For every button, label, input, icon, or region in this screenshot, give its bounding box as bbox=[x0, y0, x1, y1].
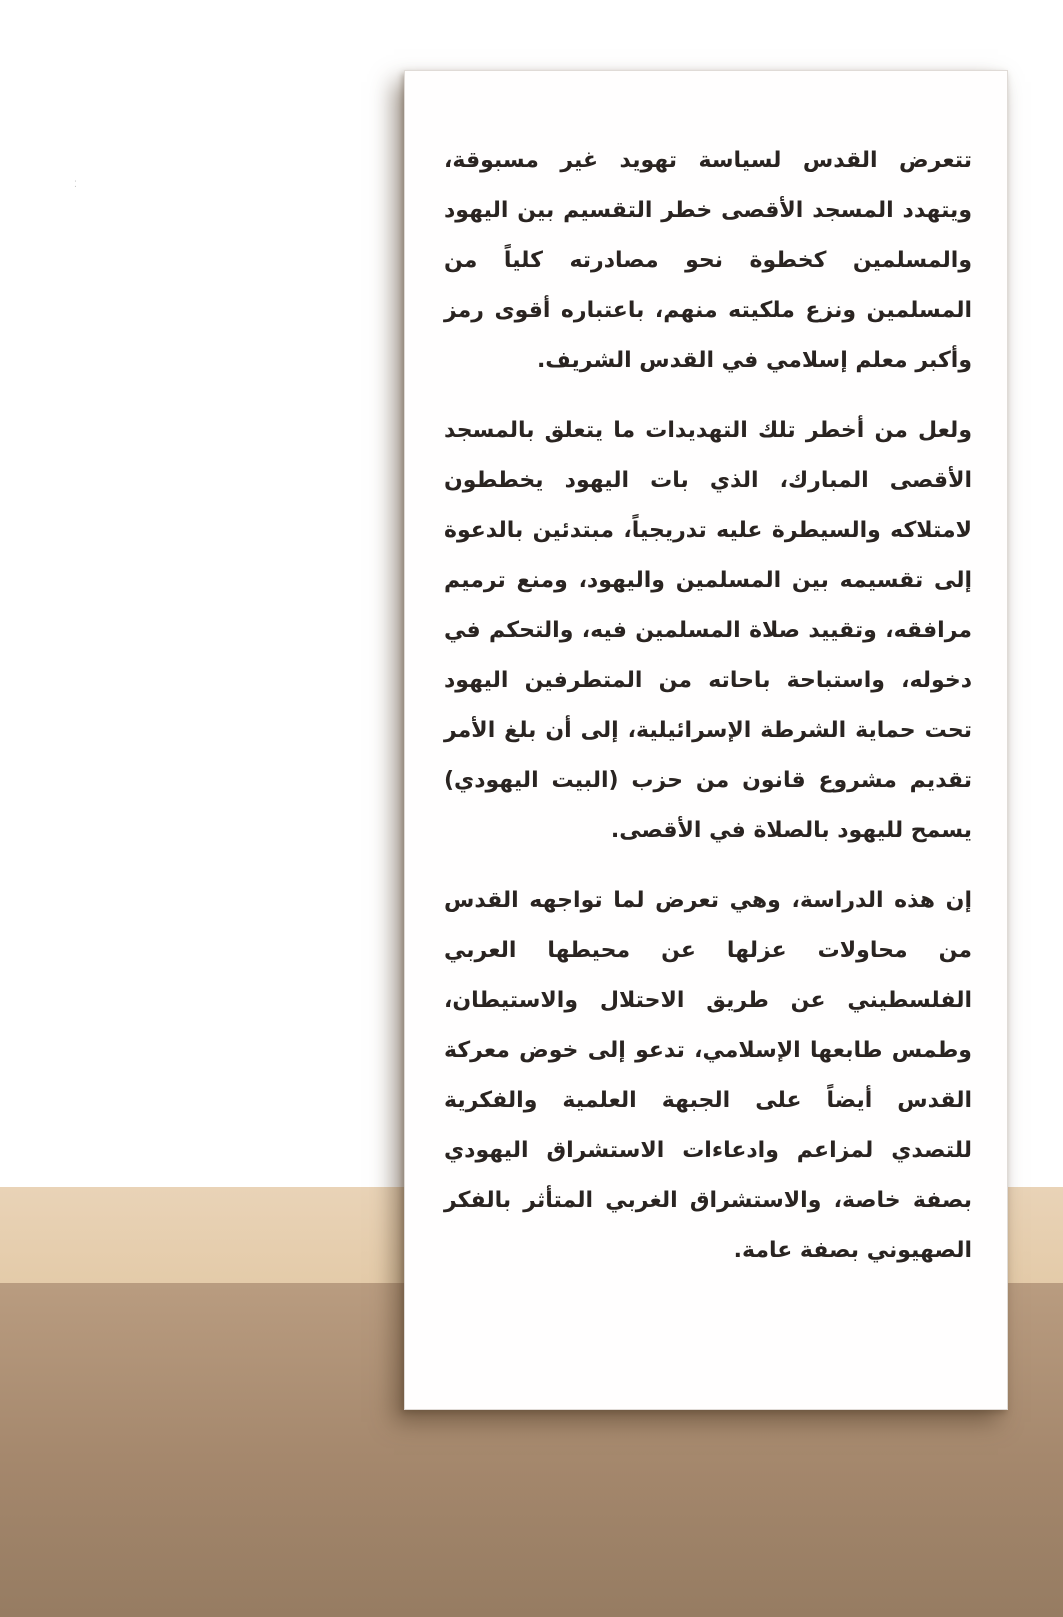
text-panel bbox=[404, 70, 1008, 1410]
paragraph-2: ولعل من أخطر تلك التهديدات ما يتعلق بالمسجد الأقصى المبارك، الذي بات اليهود يخططون لامتلاكه والسيطرة عليه تدريجياً، مبتدئين بالدعوة إلى تقسيمه بين المسلمين واليهود، ومنع ترميم مرافقه، وتقييد صلاة المسلمين فيه، والتحكم في دخوله، واستباحة باحاته من المتطرفين اليهود تحت حماية الشرطة الإسرائيلية، إلى أن بلغ الأمر تقديم مشروع قانون من حزب (البيت اليهودي) يسمح لليهود بالصلاة في الأقصى. bbox=[444, 418, 972, 843]
paragraph-3: إن هذه الدراسة، وهي تعرض لما تواجهه القدس من محاولات عزلها عن محيطها العربي الفلسطيني عن طريق الاحتلال والاستيطان، وطمس طابعها الإسلامي، تدعو إلى خوض معركة القدس أيضاً على الجبهة العلمية والفكرية للتصدي لمزاعم وادعاءات الاستشراق اليهودي بصفة خاصة، والاستشراق الغربي المتأثر بالفكر الصهيوني بصفة عامة. bbox=[444, 888, 972, 1263]
paragraph-1: تتعرض القدس لسياسة تهويد غير مسبوقة، ويتهدد المسجد الأقصى خطر التقسيم بين اليهود والمسلمين كخطوة نحو مصادرته كلياً من المسلمين ونزع ملكيته منهم، باعتباره أقوى رمز وأكبر معلم إسلامي في القدس الشريف. bbox=[444, 148, 972, 373]
text-body bbox=[444, 136, 972, 1296]
decorative-speck: ⁚ bbox=[74, 180, 77, 190]
